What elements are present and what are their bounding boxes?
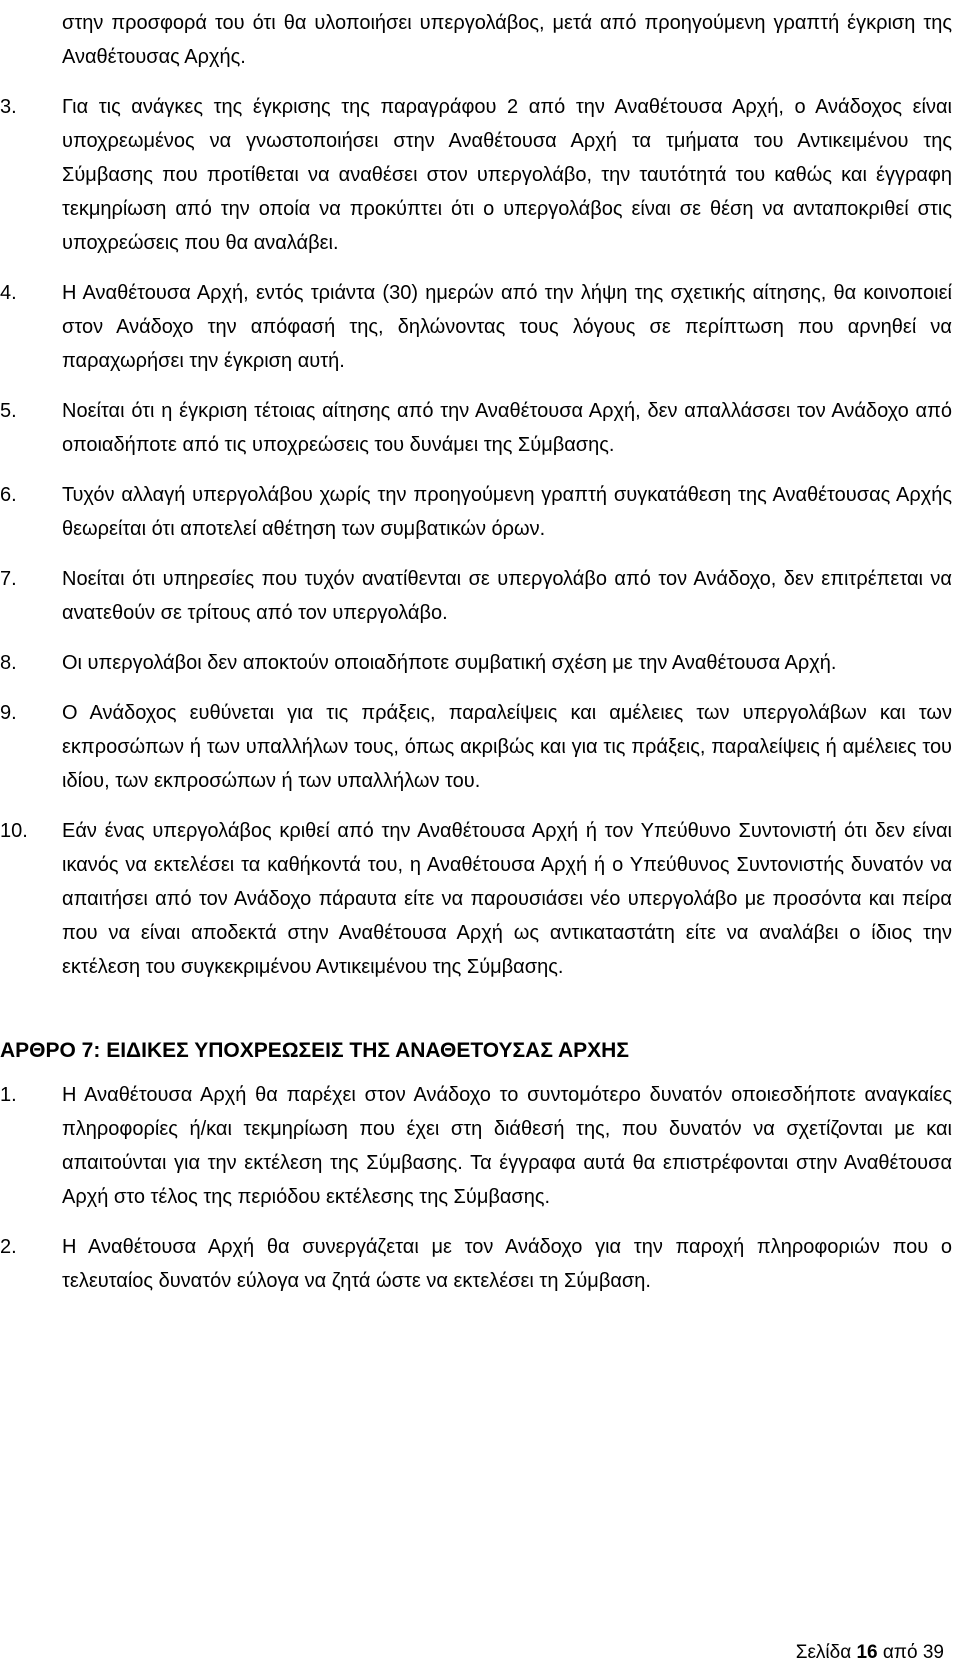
list-item bbox=[0, 478, 952, 546]
list-item bbox=[0, 90, 952, 260]
item-number: 1. bbox=[0, 1084, 17, 1106]
item-number: 10. bbox=[0, 820, 28, 842]
item-text: Νοείται ότι η έγκριση τέτοιας αίτησης από την Αναθέτουσα Αρχή, δεν απαλλάσσει τον Ανάδοχο από οποιαδήποτε από τις υποχρεώσεις του δυνάμει της Σύμβασης. bbox=[62, 400, 952, 456]
item-number: 7. bbox=[0, 568, 17, 590]
list-item bbox=[0, 814, 952, 984]
list-item bbox=[0, 1230, 952, 1298]
item-number: 8. bbox=[0, 652, 17, 674]
intro-continuation: στην προσφορά του ότι θα υλοποιήσει υπεργολάβος, μετά από προηγούμενη γραπτή έγκριση της Αναθέτουσας Αρχής. bbox=[62, 12, 952, 68]
item-number: 9. bbox=[0, 702, 17, 724]
page-word: Σελίδα bbox=[795, 1642, 852, 1663]
list-item bbox=[0, 394, 952, 462]
document-body bbox=[0, 6, 952, 1314]
list-item bbox=[0, 646, 952, 680]
list-item bbox=[0, 562, 952, 630]
item-text: Η Αναθέτουσα Αρχή, εντός τριάντα (30) ημερών από την λήψη της σχετικής αίτησης, θα κοινοποιεί στον Ανάδοχο την απόφασή της, δηλώνοντας τους λόγους σε περίπτωση που αρνηθεί να παραχωρήσει την έγκριση αυτή. bbox=[62, 282, 952, 372]
item-number: 3. bbox=[0, 96, 17, 118]
page-footer bbox=[796, 1639, 944, 1667]
item-text: Νοείται ότι υπηρεσίες που τυχόν ανατίθενται σε υπεργολάβο από τον Ανάδοχο, δεν επιτρέπεται να ανατεθούν σε τρίτους από τον υπεργολάβο. bbox=[62, 568, 952, 624]
item-text: Τυχόν αλλαγή υπεργολάβου χωρίς την προηγούμενη γραπτή συγκατάθεση της Αναθέτουσας Αρχής θεωρείται ότι αποτελεί αθέτηση των συμβατικών όρων. bbox=[62, 484, 952, 540]
item-number: 6. bbox=[0, 484, 17, 506]
list-item bbox=[0, 1078, 952, 1214]
page-number: 16 bbox=[856, 1642, 878, 1663]
item-number: 5. bbox=[0, 400, 17, 422]
total-pages: 39 bbox=[922, 1642, 944, 1663]
item-text: Εάν ένας υπεργολάβος κριθεί από την Αναθέτουσα Αρχή ή τον Υπεύθυνο Συντονιστή ότι δεν είναι ικανός να εκτελέσει τα καθήκοντά του, η Αναθέτουσα Αρχή ή ο Υπεύθυνος Συντονιστής δυνατόν να απαιτήσει από τον Ανάδοχο πάραυτα είτε να παρουσιάσει νέο υπεργολάβο με προσόντα και πείρα που να είναι αποδεκτά στην Αναθέτουσα Αρχή ως αντικαταστάτη είτε να αναλάβει ο ίδιος την εκτέλεση του συγκεκριμένου Αντικειμένου της Σύμβασης. bbox=[62, 820, 952, 978]
list-item bbox=[0, 276, 952, 378]
item-text: Οι υπεργολάβοι δεν αποκτούν οποιαδήποτε συμβατική σχέση με την Αναθέτουσα Αρχή. bbox=[62, 652, 837, 674]
of-word: από bbox=[882, 1642, 918, 1663]
item-text: Η Αναθέτουσα Αρχή θα συνεργάζεται με τον Ανάδοχο για την παροχή πληροφοριών που ο τελευταίος δυνατόν εύλογα να ζητά ώστε να εκτελέσει τη Σύμβαση. bbox=[62, 1236, 952, 1292]
item-text: Για τις ανάγκες της έγκρισης της παραγράφου 2 από την Αναθέτουσα Αρχή, ο Ανάδοχος είναι υποχρεωμένος να γνωστοποιήσει στην Αναθέτουσα Αρχή τα τμήματα του Αντικειμένου της Σύμβασης που προτίθεται να αναθέσει στον υπεργολάβο, την ταυτότητά του καθώς και έγγραφη τεκμηρίωση από την οποία να προκύπτει ότι ο υπεργολάβος είναι σε θέση να ανταποκριθεί στις υποχρεώσεις που θα αναλάβει. bbox=[62, 96, 952, 254]
item-text: Ο Ανάδοχος ευθύνεται για τις πράξεις, παραλείψεις και αμέλειες των υπεργολάβων και των εκπροσώπων ή των υπαλλήλων τους, όπως ακριβώς και για τις πράξεις, παραλείψεις ή αμέλειες του ιδίου, των εκπροσώπων ή των υπαλλήλων του. bbox=[62, 702, 952, 792]
article-heading: ΑΡΘΡΟ 7: ΕΙΔΙΚΕΣ ΥΠΟΧΡΕΩΣΕΙΣ ΤΗΣ ΑΝΑΘΕΤΟΥΣΑΣ ΑΡΧΗΣ bbox=[0, 1039, 629, 1062]
list-item bbox=[0, 696, 952, 798]
item-number: 4. bbox=[0, 282, 17, 304]
item-text: Η Αναθέτουσα Αρχή θα παρέχει στον Ανάδοχο το συντομότερο δυνατόν οποιεσδήποτε αναγκαίες πληροφορίες ή/και τεκμηρίωση που έχει στη διάθεσή της, που δυνατόν να σχετίζονται με και απαιτούνται για την εκτέλεση της Σύμβασης. Τα έγγραφα αυτά θα επιστρέφονται στην Αναθέτουσα Αρχή στο τέλος της περιόδου εκτέλεσης της Σύμβασης. bbox=[62, 1084, 952, 1208]
item-number: 2. bbox=[0, 1236, 17, 1258]
